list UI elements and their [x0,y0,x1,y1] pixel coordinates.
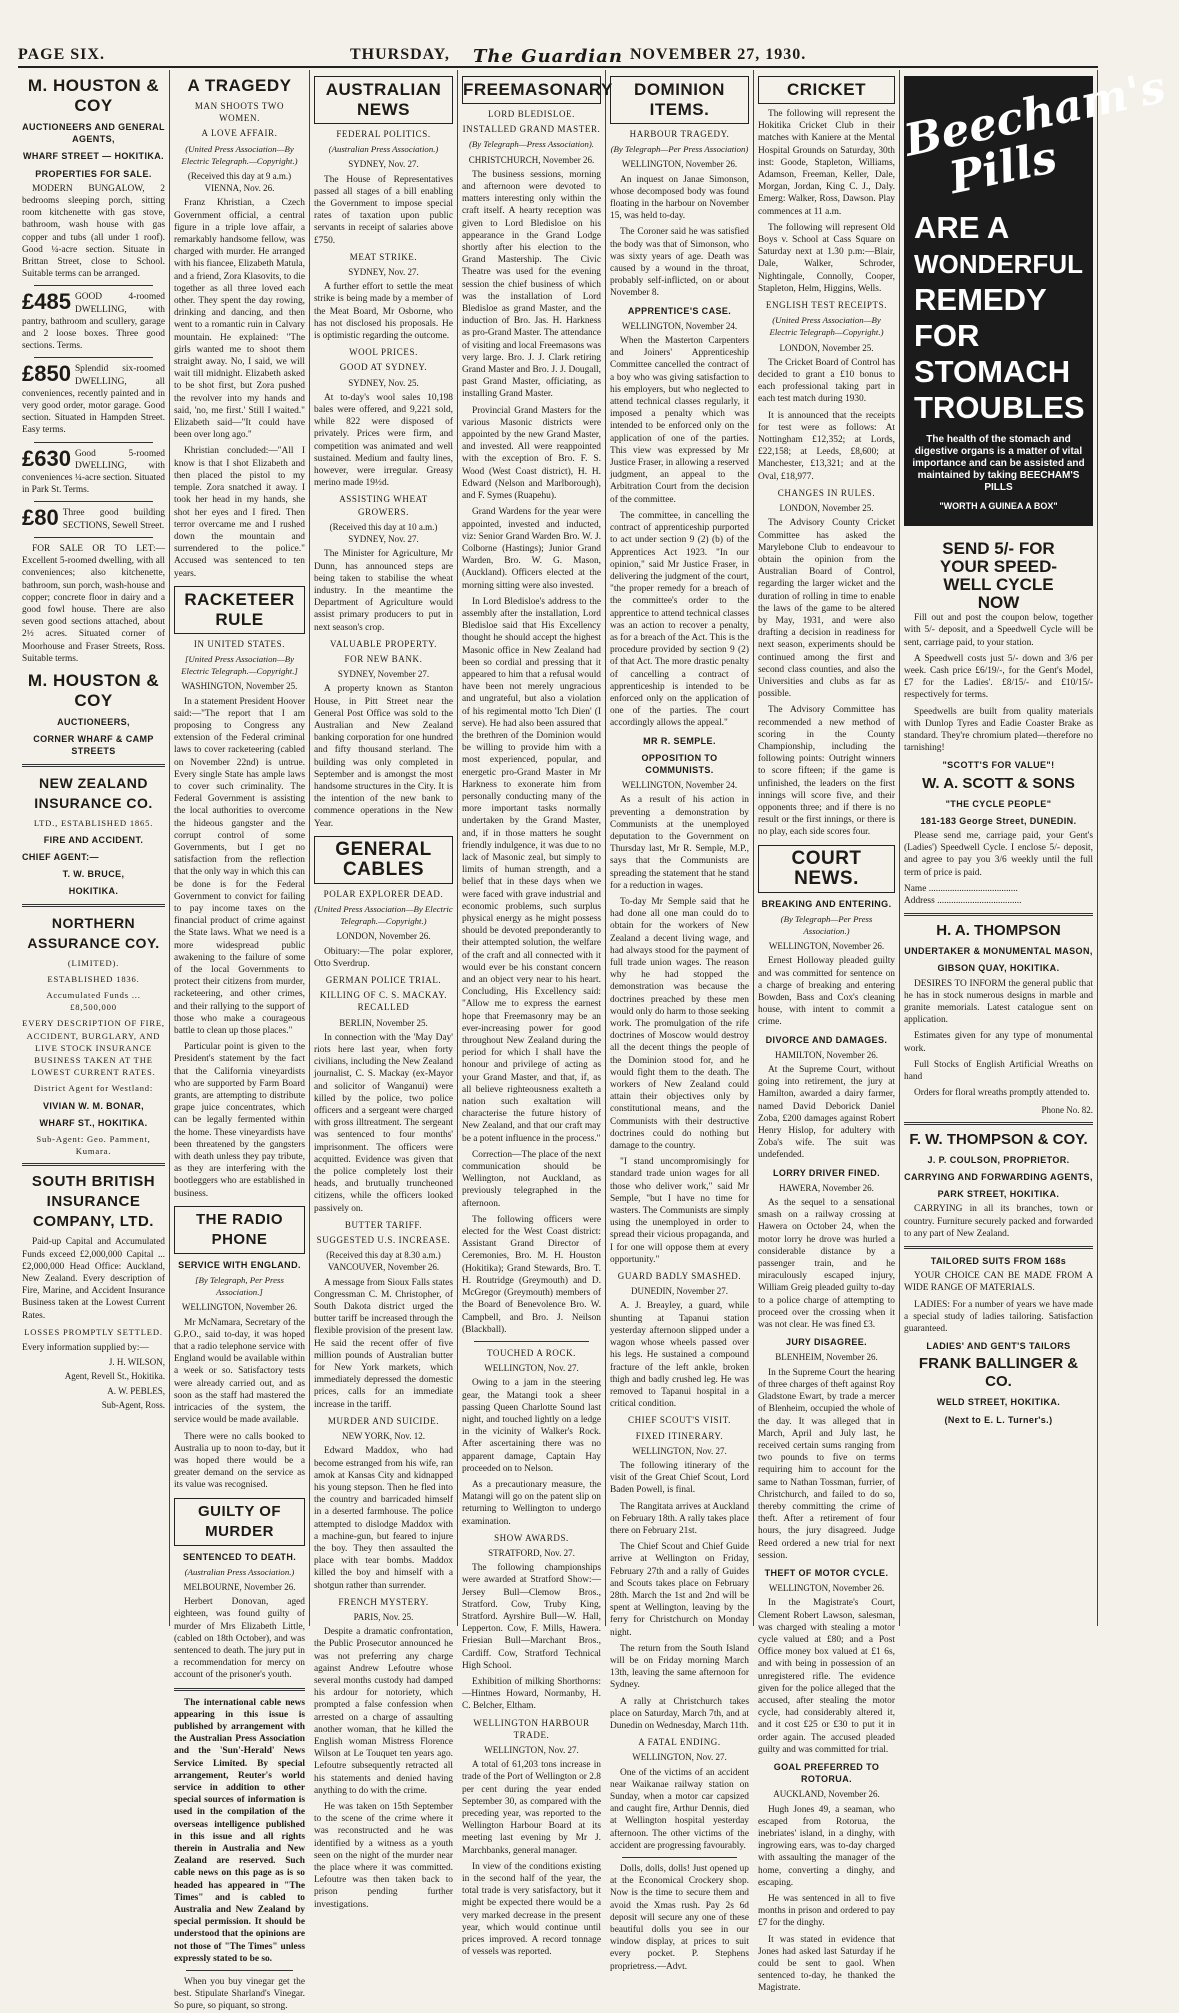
meat-date: SYDNEY, Nov. 27. [348,267,419,278]
fw-s2: CARRYING AND FORWARDING AGENTS, [904,1171,1093,1182]
prop-p1: A property known as Stanton House, in Pitt Street near the General Post Office was sold to the Australian and New Zealand banking corporation for one hundred and fifty thousand sterland. The building was only completed in September and is amongst the most handsome structures in the City. It is the intention of the new bank to commence operations in the New Year. [314,684,453,829]
beech-desc: The health of the stomach and digestive organs is a matter of vital importance and can be assisted and maintained by taking BEECHAM'S PILLS [912,434,1085,493]
rock-p1: Owing to a jam in the steering gear, the Matangi took a sheer passing Queen Charlotte Sound last night, and touched lightly on a ledge in the vicinity of Walker's Rock. After ascertaining there was no apparent damage, Captain Hay proceeded on to Nelson. [462,1378,601,1474]
fm-p4: In Lord Bledisloe's address to the assembly after the installation, Lord Bledisloe said that His Excellency thought he should accept the highest Masonic office in New Zealand had been so cordial and pressing that it appeared to him that a refusal would have been not merely ungracious and ungrateful, but also a violation of his regimental motto 'Ich Dien' (I serve). He had also been assured that the brethren of the Dominion would be willing to provide him with a most experienced, popular, and energetic pro-Grand Master in Mr Harkness to exonerate him from personally conducting many of the more important tasks normally undertaken by the Grand Master, and, if in those matters he sought friendly indulgence, it was due to no lack of Masonic zeal, but simply to limits of human strength, and a belief that in these days when we were faced with grave industrial and economic problems, such surplus physical energy as he might possess should be devoted preponderantly to their attempted solution, the welfare of the craft and all connected with it would ever be his constant concern and an object very near to his heart. Concluding, His Excellency said: "Allow me to express the earnest hope that Freemasonry may be an ever-increasing power for good throughout New Zealand during the period for which I shall have the honour and privilege of acting as your Grand Master, and that, if, as all believe righteousness exalteth a nation such exaltation will characterise the future history of New Zealand, and that our craft may be a potent influence in the process." [462,596,601,1144]
column-tragedy [170,70,310,2012]
beech-l4: FOR [914,318,980,353]
bal-p2: LADIES: For a number of years we have made a special study of ladies tailoring. Satisfaction guaranteed. [904,1299,1093,1334]
northern-addr: WHARF ST., HOKITIKA. [39,1117,148,1128]
beech-l6: TROUBLES [914,390,1085,425]
french-date: PARIS, Nov. 25. [353,1611,414,1622]
wool-sub: WOOL PRICES. [349,347,418,358]
wheat-date: (Received this day at 10 a.m.) SYDNEY, Nov. 27. [329,521,438,545]
houston-name: M. HOUSTON & COY [27,76,160,115]
lorry-p1: As the sequel to a sensational smash on a railway crossing at Hawera on October 24, when the motor lorry he drove was hurled a considerable distance by a passenger train, and he miraculously escaped injury, William Greig pleaded guilty to-day to a police charge of attempting to proceed over the crossing when it was not clear. He was fined £3. [758,1198,895,1331]
masthead [18,44,1098,68]
beech-l5: STOMACH [914,354,1071,389]
fm-cred: (By Telegraph—Press Association). [468,139,595,150]
butter-sub: BUTTER TARIFF. [344,1219,423,1230]
divorce-p1: At the Supreme Court, without going into retirement, the jury at Hamilton, awarded a dairy farmer, named David Deborick Daniel Zoba, £200 damages against Robert Henry Hislop, for adultery with Zoba's wife. The suit was undefended. [758,1065,895,1161]
beech-tag: "WORTH A GUINEA A BOX" [939,501,1058,511]
fw-name: F. W. THOMPSON & COY. [909,1130,1088,1148]
show-date: STRATFORD, Nov. 27. [488,1547,575,1558]
trag-date: WELLINGTON, November 26. [621,159,738,170]
semple-sub2: OPPOSITION TO COMMUNISTS. [641,752,718,775]
butter-sub2: SUGGESTED U.S. INCREASE. [316,1235,451,1246]
harbour-date: WELLINGTON, Nov. 27. [484,1745,579,1755]
bal-name: FRANK BALLINGER & CO. [918,1355,1079,1391]
wool-sub2: GOOD AT SYDNEY. [339,362,428,373]
radio-date: WELLINGTON, November 26. [181,1302,298,1313]
tragedy-title: A TRAGEDY [187,76,292,95]
prop-sub: VALUABLE PROPERTY. [330,638,437,649]
court-sub: BREAKING AND ENTERING. [761,898,892,909]
scott-coupon: Please send me, carriage paid, your Gent's (Ladies') Speedwell Cycle. I enclose 5/- deposit, and agree to pay you 3/6 weekly until the full term of price is paid. [904,831,1093,878]
bungalow-ad: MODERN BUNGALOW, 2 bedrooms sleeping porch, sitting room kitchenette with gas stove, bathroom, wash house with gas copper and tubs (all under 1 roof). Good ¼-acre section. Situate in Brittan Street, close to School. Suitable terms can be arranged. [22,183,165,280]
bal-h: TAILORED SUITS FROM 168s [930,1255,1067,1266]
prop-sub2: FOR NEW BANK. [344,653,423,664]
hat-p1: DESIRES TO INFORM the general public that he has in stock numerous designs in marble and granite memorials. Latest catalogue sent on application. [904,978,1093,1026]
french-sub: FRENCH MYSTERY. [338,1596,429,1607]
beechams-logo: Beecham's Pills [899,61,1170,205]
rules-date: LONDON, November 25. [779,503,874,514]
rock-sub: TOUCHED A ROCK. [486,1347,577,1358]
sbi-a1: J. H. WILSON, [108,1357,165,1368]
hat-p3: Full Stocks of English Artificial Wreaths on hand [904,1059,1093,1083]
sale-ad: FOR SALE OR TO LET:—Excellent 5-roomed dwelling, with all conveniences; also kitchenette, bathroom, sun porch, wash-house and copper; concrete floor in dairy and a good fowl house. There are also seven good sections attached, about 2½ acres. Situated corner of Moorhouse and Fraser Streets, Ross. Suitable terms. [22,543,165,664]
sbi-info: Every information supplied by:— [22,1343,149,1354]
beechams-ad [899,61,1170,526]
column-ads-left [18,70,170,1626]
beech-l1: ARE A [914,210,1010,245]
fm-sub2: INSTALLED GRAND MASTER. [462,124,601,135]
scout-p2: The Rangitata arrives at Auckland on February 18th. A rally takes place there on February 21st. [610,1501,749,1536]
column-ads-right [899,61,1170,1626]
beech-l3: REMEDY [914,282,1047,317]
fw-addr: PARK STREET, HOKITIKA. [937,1189,1060,1200]
hat-name: H. A. THOMPSON [936,922,1061,940]
sbi-a4: Sub-Agent, Ross. [101,1399,165,1410]
rotorua-p2: He was sentenced in all to five months in prison and ordered to pay £7 for the dinghy. [758,1894,895,1929]
rotorua-p1: Hugh Jones 49, a seaman, who escaped from Rotorua, the inebriates' island, in a dinghy, with ingrowing ears, was to-day charged with assaulting the manager of the home, converting a dinghy, and escaping. [758,1804,895,1888]
semple-p3: "I stand uncompromisingly for standard trade union wages for all those who deliver work," said Mr Semple, "but I have no time for wasters. The Communists are simply using the unemployed in order to spread their vicious propaganda, and I for one will oppose them at every opportunity." [610,1157,749,1265]
wool-p1: At to-day's wool sales 10,198 bales were offered, and 9,221 sold, while 822 were disposed of privately. Prices were firm, and competition was animated and well sustained. Medium and faulty lines, however, were irregular. Greasy merino made 19½d. [314,392,453,489]
scott-h4: NOW [977,593,1020,613]
column-dominion-items [606,70,754,1972]
bal-next: (Next to E. L. Turner's.) [944,1414,1053,1425]
scott-p3: Speedwells are built from quality materials with Dunlop Tyres and Eadie Coaster Brake as standard. They're chromium plated—therefore no tarnishing! [904,706,1093,754]
guard-sub: GUARD BADLY SMASHED. [617,1271,742,1282]
german-sub2: KILLING OF C. S. MACKAY. RECALLED [319,990,448,1013]
tragedy-date: (Received this day at 9 a.m.) VIENNA, Nov. 26. [187,171,292,194]
bal-s: LADIES' AND GENT'S TAILORS [926,1341,1071,1352]
racket-cred: [United Press Association—By Electric Telegraph.—Copyright.] [181,653,298,677]
sbi-a3: A. W. PEBLES, [107,1385,165,1396]
divorce-date: HAMILTON, November 26. [775,1049,878,1060]
scott-name: W. A. SCOTT & SONS [922,774,1075,792]
scout-sub: CHIEF SCOUT'S VISIT. [627,1415,732,1426]
houston-section: PROPERTIES FOR SALE. [35,168,152,179]
nz-insurance-name: NEW ZEALAND INSURANCE CO. [34,774,153,811]
semple-p1: As a result of his action in preventing a demonstration by Communists at the unemployed deputation to the Government on Thursday last, Mr R. Semple, M.P., says that the Communists are spreading the statement that he stand for a reduction in wages. [610,795,749,891]
lorry-date: HAWERA, November 26. [779,1182,874,1193]
test-date: LONDON, November 25. [779,342,874,353]
nz-chief: CHIEF AGENT:— [22,851,99,862]
northern-ltd: (LIMITED). [67,957,120,968]
houston-corner: CORNER WHARF & CAMP STREETS [33,734,154,757]
northern-est: ESTABLISHED 1836. [47,973,140,984]
test-cred: (United Press Association—By Electric Telegraph—Copyright.) [769,315,884,338]
radio-sub: SERVICE WITH ENGLAND. [178,1259,301,1270]
guard-date: DUNEDIN, November 27. [631,1286,728,1297]
german-sub: GERMAN POLICE TRIAL. [325,974,442,985]
northern-desc: EVERY DESCRIPTION OF FIRE, ACCIDENT, BURGLARY, AND LIVE STOCK INSURANCE BUSINESS TAKEN AT THE LOWEST CURRENT RATES. [22,1018,165,1078]
trag-p2: The Coroner said he was satisfied the body was that of Simonson, who was sixty years of age. Death was caused by a wound in the throat, probably self-inflicted, on or about November 8. [610,227,749,299]
scott-h3: WELL CYCLE [943,575,1054,595]
harbour-p2: In view of the conditions existing in the second half of the year, the total trade is very satisfactory, but it might be expected there would be a very marked decrease in the present year, which would continue until prices improved. A record tonnage of vessels was reported. [462,1861,601,1958]
cable-notice: The international cable news appearing in this issue is published by arrangement with the Australian Press Association and the 'Sun'-Herald' News Service Limited. By special arrangement, Reuter's world service in addition to other special sources of information is used in the compilation of the overseas intelligence published in this issue and all rights therein in Australia and New Zealand are reserved. Such cable news on this page as is so headed has appeared in "The Times" and is cabled to Australia and New Zealand by special permission. It should be understood that the opinions are not those of "The Times" unless expressly stated to be so. [174,1697,305,1964]
meat-p1: A further effort to settle the meat strike is being made by a member of the Meat Board, Mr Osborne, who has not disclosed his proposals. He is optimistic regarding the outcome. [314,282,453,342]
houston-addr: WHARF STREET — HOKITIKA. [22,151,165,162]
gc-p1: Obituary:—The polar explorer, Otto Sverdrup. [314,946,453,969]
northern-agent: VIVIAN W. M. BONAR, [42,1100,145,1111]
motor-p1: In the Magistrate's Court, Clement Robert Lawson, salesman, was charged with stealing a motor cycle valued at £80; and a Post Office money box valued at £1 6s, and with being in possession of an unregistered rifle. The evidence given for the police alleged that the accused, after stealing the motor cycle, had considerably altered it, and it cost £25 or £30 to put it in order again. The accused pleaded guilty and was committed for trial. [758,1598,895,1755]
scott-addr: 181-183 George Street, DUNEDIN. [920,815,1077,826]
tragedy-p2: Khristian concluded:—"All I know is that I shot Elizabeth and then placed the pistol to my temple. Zora snatched it away. I took her head in my hands, she shot her eyes and I fired. Then terror overcame me and I rushed down the mountain and surrendered to the police." Accused was sentenced to ten years. [174,446,305,579]
rules-sub: CHANGES IN RULES. [777,487,876,498]
butter-p1: A message from Sioux Falls states Congressman C. M. Christopher, of South Dakota district urged the butter tariff be increased through the flexible provision of the present law. He said the recent offer of five million pounds of Australian butter for New York markets, which immediately depressed the domestic prices, calls for an immediate increase in the tariff. [314,1277,453,1410]
hat-sub: UNDERTAKER & MONUMENTAL MASON, [904,946,1093,957]
murder-date: NEW YORK, Nov. 12. [342,1431,425,1442]
fm-date: CHRISTCHURCH, November 26. [468,154,595,165]
nz-agent: T. W. BRUCE, [62,869,125,880]
semple-date: WELLINGTON, November 24. [621,780,738,791]
fatal-date: WELLINGTON, Nov. 27. [632,1752,727,1763]
test-sub: ENGLISH TEST RECEIPTS. [765,300,888,311]
nz-town: HOKITIKA. [68,886,119,897]
guilty-date: MELBOURNE, November 26. [183,1581,296,1592]
fm-p6: The following officers were elected for the West Coast district: Assistant Grand Director of Ceremonies, Bro. M. H. Houston (Hokitika); Grand Stewards, Bro. T. H. Routridge (Greymouth) and D. McGregor (Greymouth) members of the Board of Benevolence Bro. W. Campbell, and Bro. J. Neilson (Blackball). [462,1214,601,1335]
cricket-p1: The following will represent the Hokitika Cricket Club in their matches with Kaniere at the Mental Hospital Grounds on Saturday, 30th inst: Goode, Stapleton, Williams, Adamson, Freeman, Keller, Dale, Morgan, Jordan, King C. J., Daly. Emerg: Walker, Ross, Dawson. Play commences at 11 a.m. [758,109,895,217]
tragedy-cred: (United Press Association—By Electric Telegraph.—Copyright.) [181,143,298,166]
app-date: WELLINGTON, November 24. [621,320,738,331]
nz-est: LTD., ESTABLISHED 1865. [33,817,154,828]
northern-district: District Agent for Westland: [33,1083,154,1094]
guilty-cred: (Australian Press Association.) [184,1566,295,1577]
wheat-sub: ASSISTING WHEAT GROWERS. [339,494,428,517]
fm-p1: The business sessions, morning and afternoon were devoted to matters interesting only within the craft itself. A hearty reception was given to Lord Bledisloe on his appearance in the Grand Lodge shortly after his election to the Grand Mastership. The Civic Theatre was used for the evening session the chief business of which was the installation of Lord Bledisloe as grand Master, and the induction of Bro. Jas. H. Harkness as pro-Grand Master. The attendance of visiting and local Freemasons was very large. Bro. J. J. Clark retiring Grand Master and Bro. J. J. Dougall, past Grand Master, officiating, as installing Grand Master. [462,169,601,400]
cricket-p2: The following will represent Old Boys v. School at Cass Square on Saturday next at 1.30 p.m:—Blair, Dale, Walker, Schroder, Nightingale, Connolly, Cooper, Stapleton, Helm, Higgins, Wells. [758,222,895,294]
ad-485: GOOD 4-roomed DWELLING, with pantry, bathroom and scullery, garage and 2 loose boxes. Three good sections. Terms. [22,292,165,352]
motor-date: WELLINGTON, November 26. [768,1583,885,1594]
coupon-address-field[interactable]: Address .................................... [904,896,1022,907]
racket-p1: In a statement President Hoover said:—"The report that I am proposing to Congress any extension of the Federal criminal laws to cover racketeering (cabled on November 22nd) is untrue. Every single State has ample laws to cover such criminality. The Federal Government is assisting the local authorities to overcome the hideous gangster and the corrupt control of some Governments, but I get no satisfaction from the reflection that the only way in which this can be done is for the Federal Government to convict for failing to pay income taxes on the financial product of crime against the State laws. What we need is a more widespread public awakening to the failure of some of the local Governments to protect their citizens from murder, racketeering, and other crimes, and their rallying to the support of those who make a courageous battle to clean up those places." [174,696,305,1037]
racket-sub: IN UNITED STATES. [193,638,286,649]
day: THURSDAY, [350,46,450,63]
houston-auct: AUCTIONEERS, [57,716,130,727]
scout-p3: The Chief Scout and Chief Guide arrive at Wellington on Friday, February 27th and a rally of Guides and Scouts takes place on February 28th. March the 1st and 2nd will be spent at Wellington, leaving by the ferry for Christchurch on Monday night. [610,1542,749,1638]
scott-h2: YOUR SPEED- [939,557,1058,577]
radio-p1: Mr McNamara, Secretary of the G.P.O., said to-day, it was hoped that a radio telephone service with England would be available within a week or so. Satisfactory tests were already carried out, and as soon as the staff had mastered the intricacies of the system, the service would be made available. [174,1317,305,1426]
fp-p1: The House of Representatives passed all stages of a bill enabling the Government to impose special rates of taxation upon public servants in receipt of salaries above £750. [314,174,453,246]
trag-sub: HARBOUR TRAGEDY. [629,129,730,139]
show-p2: Exhibition of milking Shorthorns:—Hintnes Howard, Normanby, H. C. Belcher, Eltham. [462,1676,601,1712]
wheat-p1: The Minister for Agriculture, Mr Dunn, has announced steps are being taken to stabilise the wheat industry. In the meantime the Department of Agriculture would assist primary producers to put in next season's crop. [314,549,453,633]
tragedy-sub1: MAN SHOOTS TWO WOMEN. [194,101,285,124]
harbour-p1: A total of 61,203 tons increase in trade of the Port of Wellington or 2.8 per cent during the year ended September 30, as compared with the preceding year, was reported to the Wellington Harbour Board at its meeting last evening by Mr J. Marchbanks, general manager. [462,1760,601,1856]
tragedy-sub2: A LOVE AFFAIR. [201,128,278,139]
fp-sub: FEDERAL POLITICS. [336,129,431,139]
rotorua-sub: GOAL PREFERRED TO ROTORUA. [773,1761,880,1785]
guilty-sub: SENTENCED TO DEATH. [182,1551,297,1562]
show-sub: SHOW AWARDS. [494,1532,569,1543]
gc-date: LONDON, November 26. [336,931,431,942]
fm-title: FREEMASONARY [462,76,601,104]
racket-title: RACKETEER RULE [174,586,305,634]
scott-slogan: "SCOTT'S FOR VALUE"! [942,760,1055,771]
semple-p2: To-day Mr Semple said that he had done all one man could do to obtain for the workers of New Zealand a decent living wage, and had always stood for the payment of full trade union wages. The reason why he had stopped the demonstration was because the doctrines preached by these men would only do harm to those seeking work. The promulgation of the rife doctrines of Moscow would destroy all the decent things the people of the Dominion stood for, and he would fight them to the death. The workers of New Zealand could attain their objectives only by constitutional means, and the Communists with their destructive doctrines could do nothing but damage to the country. [610,896,749,1152]
sbi-name: SOUTH BRITISH INSURANCE COMPANY, LTD. [31,1173,156,1231]
northern-sub: Sub-Agent: Geo. Pamment, Kumara. [36,1133,151,1157]
harbour-sub: WELLINGTON HARBOUR TRADE. [473,1717,590,1740]
sbi-losses: LOSSES PROMPTLY SETTLED. [24,1326,163,1337]
ad-850: Splendid six-roomed DWELLING, all conveniences, recently painted and in very good order, motor garage. Good section. Situated in Hampden Street. Easy terms. [22,364,165,436]
jury-date: BLENHEIM, November 26. [775,1352,878,1363]
divorce-sub: DIVORCE AND DAMAGES. [765,1034,888,1045]
court-cred: (By Telegraph—Per Press Association.) [780,913,873,936]
scott-p2: A Speedwell costs just 5/- down and 3/6 per week. Cash price £6/19/-, for the Gent's Model, £7 for the Ladies'. £8/15/- and £10/15/- respectively for terms. [904,653,1093,701]
price-850: £850 [22,361,71,387]
rock-date: WELLINGTON, Nov. 27. [484,1363,579,1374]
hat-phone: Phone No. 82. [1041,1104,1093,1115]
column-australian-news [310,70,458,1910]
coupon-name-field[interactable]: Name ...................................... [904,883,1018,894]
dom-title: DOMINION ITEMS. [610,76,749,124]
dolls-ad: Dolls, dolls, dolls! Just opened up at the Economical Crockery shop. Now is the time to secure them and avoid the Xmas rush. Pay 2s 6d deposit will secure any one of these beautiful dolls you see in our window display, at prices to suit every pocket. P. Stephens proprietress.—Advt. [610,1864,749,1972]
french-p2: He was taken on 15th September to the scene of the crime where it was reconstructed and he was identified by a witness as a youth seen on the night of the murder near the place where it was committed. Lefoutre was then taken back to prison pending further investigations. [314,1801,453,1910]
fatal-sub: A FATAL ENDING. [638,1737,721,1748]
scott-h1: SEND 5/- FOR [942,539,1055,559]
scout-p4: The return from the South Island will be on Friday morning March 13th, leaving the same afternoon for Sydney. [610,1643,749,1691]
price-80: £80 [22,505,59,531]
jury-p1: In the Supreme Court the hearing of three charges of theft against Roy Gladstone Ewart, by trade a mercer of Blenheim, occupied the whole of the day. It was alleged that in March, April and July last, he received certain sums ranging from two pounds to five on terms requiring him to account for the same to Nathan Tossman, furrier, of Christchurch, and failed to do so, thereby committing the crime of theft. After a retirement of four hours, the jury disagreed. Judge Reed ordered a new trial for next session. [758,1367,895,1561]
app-sub: APPRENTICE'S CASE. [627,305,732,316]
beech-l2: WONDERFUL [914,249,1083,279]
court-title: COURT NEWS. [758,845,895,893]
fm-p5: Correction—The place of the next communication should be Wellington, not Auckland, as previously telegraphed in the afternoon. [462,1149,601,1209]
rotorua-p3: It was stated in evidence that Jones had asked last Saturday if he could be sent to gaol. When sentenced to-day, he thanked the Magistrate. [758,1934,895,1994]
price-485: £485 [22,289,71,315]
guard-p1: A. J. Breayley, a guard, while shunting at Tapanui station yesterday afternoon slipped under a wagon whose wheels passed over his legs. He sustained a compound fracture of the left ankle, broken thigh and badly crushed leg. He was removed to Tapanui hospital in a critical condition. [610,1301,749,1410]
app-p1: When the Masterton Carpenters and Joiners' Apprenticeship Committee cancelled the contract of a boy who was giving satisfaction to his employers, but who neglected to attend technical classes regularly, it imposed a penalty which was intended to be enforced only on the application of one of the parties. This view was expressed by Mr Justice Fraser, in allowing a reserved judgment, an appeal to the Arbitration Court from the decision of the committee. [610,336,749,505]
radio-title: THE RADIO PHONE [174,1206,305,1254]
show-p1: The following championships were awarded at Stratford Show:—Jersey Bull—Clemow Bros., Stratford. Cow, Truby King, Stratford. Ayrshire Bull—W. Hall, Lepperton. Cow, F. Mills, Hawera. Friesian Bull—Marchant Bros., Cardiff. Cow, Stratford Technical High School. [462,1563,601,1671]
gc-sub: POLAR EXPLORER DEAD. [323,888,444,899]
scout-p5: A rally at Christchurch takes place on Saturday, March 7th, and at Dunedin on Wednesday, March 11th. [610,1696,749,1731]
guilty-p1: Herbert Donovan, aged eighteen, was found guilty of murder of Mrs Elizabeth Little, (cabled on 18th October), and was sentenced to death. The jury put in a recommendation for mercy on account of the prisoner's youth. [174,1597,305,1681]
fm-p2: Provincial Grand Masters for the various Masonic districts were appointed by the new Grand Master, and invested. All were reappointed with the exception of Bro. F. S. Wood (West Coast district), H. H. Edward (Nelson and Marlborough), and F. Symes (Ruapehu). [462,405,601,502]
wool-date: SYDNEY, Nov. 25. [348,377,419,388]
nz-fire: FIRE AND ACCIDENT. [43,834,144,845]
german-p1: In connection with the 'May Day' riots here last year, when forty civilians, including the New Zealand journalist, C. S. Mackay (ex-Mayor and solicitor of Wanganui) were killed by the police, two police officers and a sergeant were charged with gross illtreatment. The sergeant was sentenced to four months' imprisonment. The officers were acquitted. Evidence was given that the police completely lost their heads, and brutually truncheoned citizens, while the officers looked passively on. [314,1032,453,1214]
houston-sub: AUCTIONEERS AND GENERAL AGENTS, [22,122,165,145]
fp-date: SYDNEY, Nov. 27. [348,159,419,170]
vinegar-ad: When you buy vinegar get the best. Stipulate Sharland's Vinegar. So pure, so piquant, so strong. [174,1977,305,2012]
hat-addr: GIBSON QUAY, HOKITIKA. [937,963,1060,974]
court-p1: Ernest Holloway pleaded guilty and was committed for sentence on a charge of breaking and entering Bowden, Bass and Cox's cleaning house, with intent to commit a crime. [758,956,895,1028]
aus-title: AUSTRALIAN NEWS [314,76,453,124]
fw-sub: J. P. COULSON, PROPRIETOR. [927,1154,1070,1165]
hat-p2: Estimates given for any type of monumental work. [904,1031,1093,1054]
butter-date: (Received this day at 8.30 a.m.) VANCOUVER, November 26. [326,1250,441,1273]
scott-people: "THE CYCLE PEOPLE" [945,798,1052,809]
rules-p1: The Advisory County Cricket Committee has asked the Marylebone Club to endeavour to obtain the opinion from the Australian Board of Control, regarding the larger wicket and the duration of rolling in time to enable the laws of the game to be altered by May, 1931, and were also drafting a decision in readiness for next season, experiments should be continued among the first and second class counties, and also the Universities and clubs as far as possible. [758,518,895,700]
fm-p3: Grand Wardens for the year were appointed, invested and inducted, viz: Senior Grand Warden Bro. W. J. Colborne (Hastings); Junior Grand Warden, Bro. W. G. Mason, (Auckland). Officers elected at the morning sitting were also invested. [462,507,601,591]
semple-sub: MR R. SEMPLE. [643,735,716,746]
scout-p1: The following itinerary of the visit of the Great Chief Scout, Lord Baden Powell, is final. [610,1460,749,1496]
test-p2: It is announced that the receipts for test were as follows: At Nottingham £12,352; at Lords, £22,158; at Leeds, £8,600; at Manchester, £13,321; and at the Oval, £18,977. [758,410,895,482]
bal-p1: YOUR CHOICE CAN BE MADE FROM A WIDE RANGE OF MATERIALS. [904,1271,1093,1294]
court-date: WELLINGTON, November 26. [768,941,885,952]
german-date: BERLIN, November 25. [339,1017,428,1028]
test-p1: The Cricket Board of Control has decided to grant a £10 bonus to each professional taking part in each test match during 1930. [758,357,895,405]
fw-p1: CARRYING in all its branches, town or country. Furniture securely packed and forwarded to any part of New Zealand. [904,1204,1093,1239]
fm-sub: LORD BLEDISLOE. [488,109,575,119]
issue-date: NOVEMBER 27, 1930. [630,46,807,63]
prop-date: SYDNEY, November 27. [337,669,430,680]
jury-sub: JURY DISAGREE. [785,1337,868,1348]
scout-date: WELLINGTON, Nov. 27. [632,1445,727,1456]
scott-p1: Fill out and post the coupon below, together with 5/- deposit, and a Speedwell Cycle will be sent, carriage paid, to your station. [904,613,1093,648]
sbi-a2: Agent, Revell St., Hokitika. [64,1371,165,1382]
ad-80: Three good building SECTIONS, Sewell Street. [62,508,165,531]
houston-name-2: M. HOUSTON & COY [27,670,160,710]
app-p2: The committee, in cancelling the contract of apprenticeship purported to act under section 9 (2) (b) of the Apprentices Act 1923. "In our opinion," said Mr Justice Fraser, in delivering the judgment of the court, "the proper remedy for a breach of the committee's order to the apprentice to attend technical classes was an action to recover a penalty, as for a breach of the Act. This is the procedure provided by section 9 (2) of that Act. The more drastic penalty of cancelling a contract of apprenticeship is intended to be enforced only on the application of one of the parties. The court accordingly allows the appeal." [610,510,749,729]
murder-p1: Edward Maddox, who had become estranged from his wife, ran amok at Kansas City and kidnapped his young stepson. Then he fled into the country and barricaded himself in a deserted farmhouse. The police attempted to dislodge Maddox with a machine-gun, but feared to injure the boy. They then assaulted the place with tear bombs. Maddox killed the boy and himself with a shotgun rather than surrender. [314,1446,453,1591]
scout-sub2: FIXED ITINERARY. [635,1430,724,1441]
bal-addr: WELD STREET, HOKITIKA. [936,1397,1061,1408]
guilty-title: GUILTY OF MURDER [174,1498,305,1546]
gc-title: GENERAL CABLES [314,836,453,884]
hat-p4: Orders for floral wreaths promptly attended to. [914,1088,1090,1099]
radio-cred: [By Telegraph, Per Press Association.] [195,1275,284,1298]
motor-sub: THEFT OF MOTOR CYCLE. [764,1567,889,1578]
racket-date: WASHINGTON, November 25. [181,681,298,692]
gc-cred: (United Press Association—By Electric Telegraph.—Copyright.) [314,903,453,927]
french-p1: Despite a dramatic confrontation, the Public Prosecutor announced he was not preferring any charge against Andrew Lefoutre whose several months custody had damped his ardour for notoriety, which prompted a false confession when arrested on a charge of assaulting another woman, that he killed the English woman Mistress Florence Wilson at Le Touquet ten years ago. Lefoutre subsequently retracted all his statements and denied having anything to do with the crime. [314,1627,453,1796]
column-freemasonry [458,70,613,1958]
lorry-sub: LORRY DRIVER FINED. [772,1167,881,1178]
northern-name: NORTHERN ASSURANCE COY. [27,914,160,951]
radio-p2: There were no calls booked to Australia up to noon to-day, but it was hoped there would be a greater demand on the service as its value was recognised. [174,1431,305,1491]
rules-p2: The Advisory Committee has recommended a new method of scoring in the County Championship, including the following points: Outright winners to score fifteen; if the game is unfinished, the leaders on the first innings will score five, and their opponents three; and if there is no result or the first innings, or there is no play, each side scores four. [758,705,895,838]
rock-p2: As a precautionary measure, the Matangi will go on the patent slip on returning to Wellington to undergo examination. [462,1479,601,1527]
column-cricket-court [754,70,900,1994]
trag-cred: (By Telegraph—Per Press Association) [610,144,749,155]
meat-sub: MEAT STRIKE. [349,251,418,262]
rotorua-date: AUCKLAND, November 26. [773,1789,880,1800]
fatal-p1: One of the victims of an accident near Waikanae railway station on Sunday, when a motor car capsized and caught fire, Arthur Dennis, died at Wellington hospital yesterday afternoon. The other victims of the accident are progressing favourably. [610,1767,749,1851]
sbi-body: Paid-up Capital and Accumulated Funds exceed £2,000,000 Capital ... £2,000,000 Head Office: Auckland, New Zealand. Every description of Fire, Marine, and Accident Insurance Business taken at the Lowest Current Rates. [22,1237,165,1321]
northern-funds: Accumulated Funds ... £8,500,000 [46,989,141,1013]
price-630: £630 [22,445,71,471]
murder-sub: MURDER AND SUICIDE. [327,1415,440,1426]
trag-p1: An inquest on Janae Simonson, whose decomposed body was found floating in the harbour on November 15, was held to-day. [610,174,749,222]
tragedy-p1: Franz Khristian, a Czech Government official, a central figure in a triple love affair, a remarkably handsome fellow, was charged with murder. He arranged with his fiancee, Elizabeth Matula, and a friend, Zora Klasovits, to die together as all three loved each other. They spent the day rowing, drinking and dancing, and then went to a romantic ruin in Calvary mountain. He explained: "The girls wanted me to shoot them straight away. No, I said, we will wait till midnight. Elizabeth asked to be shot first, but Zora pushed the revolver into my hands and said, 'no, me first.' Still I waited." Elizabeth said—"It could have been over long ago." [174,198,305,441]
paper-title: The Guardian [473,46,623,67]
ad-630: Good 5-roomed DWELLING, with conveniences ¼-acre section. Situated in Park St. Terms. [22,448,165,496]
racket-p2: Particular point is given to the President's statement by the fact that the California vineyardists who are supported by Farm Board grants, are attempting to distribute grape juice concentrates, which can be legally fermented within the home. These vineyardists have been threatened by the gangsters with death unless they pay tribute, as they are interfering with the bootleggers who are established in business. [174,1042,305,1199]
fp-cred: (Australian Press Association.) [328,144,439,155]
cricket-title: CRICKET [758,76,895,104]
page-number: PAGE SIX. [18,46,105,63]
